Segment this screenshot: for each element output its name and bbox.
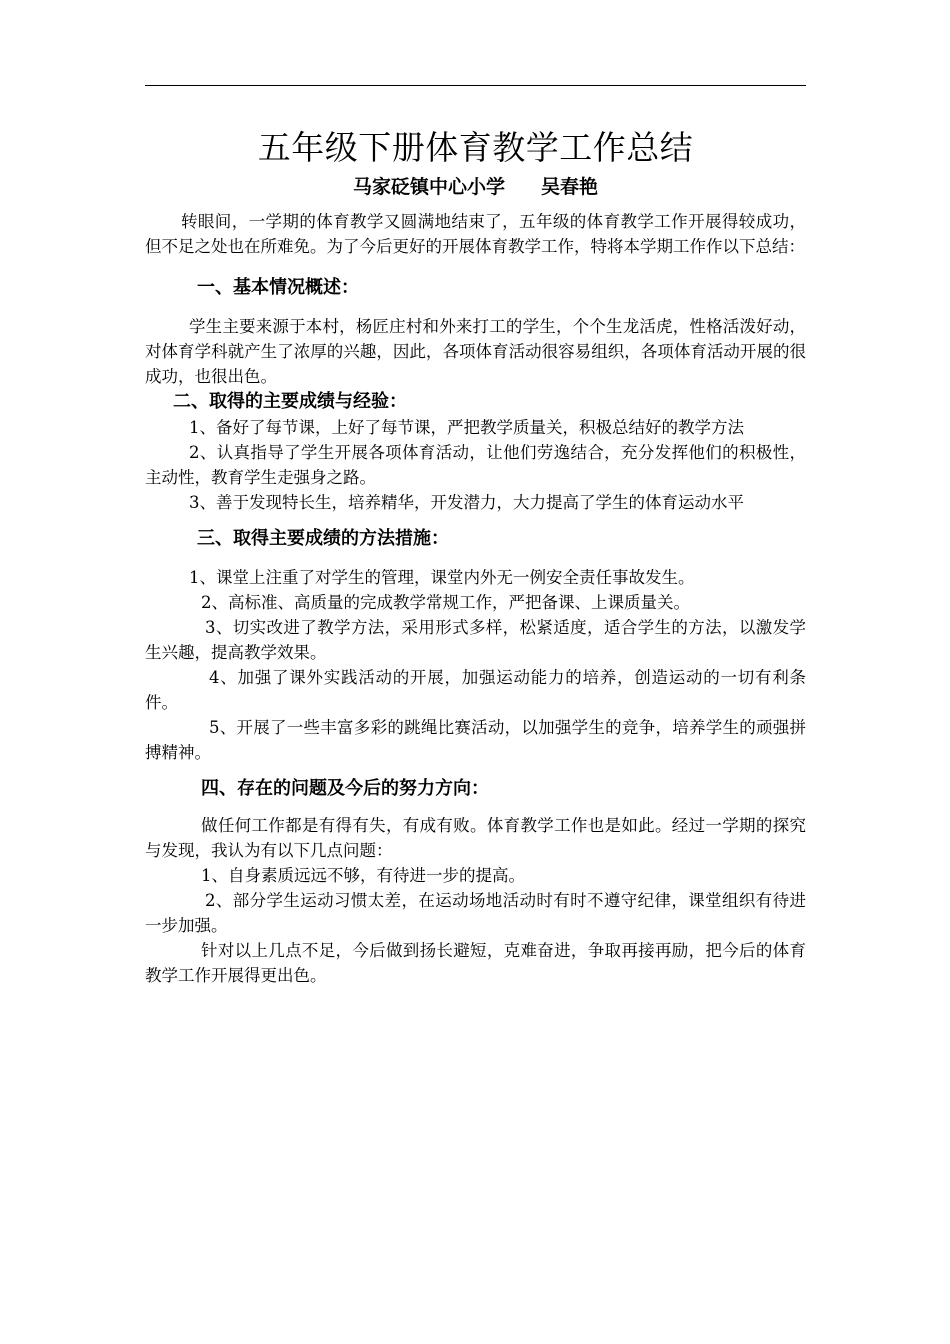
author-line — [145, 172, 806, 202]
header-rule — [145, 85, 806, 86]
school-name: 马家砭镇中心小学 — [352, 176, 505, 198]
section4-item-2: 2、部分学生运动习惯太差，在运动场地活动时有时不遵守纪律，课堂组织有待进一步加强。 — [145, 891, 806, 935]
author-name: 吴春艳 — [541, 176, 599, 198]
section1-paragraph: 学生主要来源于本村，杨匠庄村和外来打工的学生，个个生龙活虎，性格活泼好动，对体育学科就产生了浓厚的兴趣，因此，各项体育活动很容易组织，各项体育活动开展的很成功，也很出色。 — [145, 317, 806, 386]
section2-item-2: 2、认真指导了学生开展各项体育活动，让他们劳逸结合，充分发挥他们的积极性，主动性，教育学生走强身之路。 — [145, 443, 806, 487]
section-heading-2: 二、取得的主要成绩与经验： — [173, 391, 407, 412]
section3-item-1: 1、课堂上注重了对学生的管理，课堂内外无一例安全责任事故发生。 — [189, 568, 695, 587]
document-body — [145, 209, 806, 988]
section2-item-1: 1、备好了每节课，上好了每节课，严把教学质量关，积极总结好的教学方法 — [189, 418, 744, 437]
section3-item-2: 2、高标准、高质量的完成教学常规工作，严把备课、上课质量关。 — [201, 593, 690, 612]
section3-item-4: 4、加强了课外实践活动的开展，加强运动能力的培养，创造运动的一切有利条件。 — [145, 668, 806, 712]
section2-item-3: 3、善于发现特长生，培养精华，开发潜力，大力提高了学生的体育运动水平 — [189, 493, 744, 512]
section-heading-1: 一、基本情况概述： — [197, 277, 359, 298]
section-heading-4: 四、存在的问题及今后的努力方向： — [201, 778, 489, 799]
section3-item-3: 3、切实改进了教学方法，采用形式多样，松紧适度，适合学生的方法，以激发学生兴趣，提高教学效果。 — [145, 618, 806, 662]
section4-closing: 针对以上几点不足，今后做到扬长避短，克难奋进，争取再接再励，把今后的体育教学工作开展得更出色。 — [145, 941, 806, 985]
section3-item-5: 5、开展了一些丰富多彩的跳绳比赛活动，以加强学生的竞争，培养学生的顽强拼搏精神。 — [145, 718, 806, 762]
section4-item-1: 1、自身素质远远不够，有待进一步的提高。 — [201, 866, 525, 885]
section4-intro: 做任何工作都是有得有失，有成有败。体育教学工作也是如此。经过一学期的探究与发现，我认为有以下几点问题： — [145, 816, 806, 860]
document-title: 五年级下册体育教学工作总结 — [257, 128, 694, 167]
intro-paragraph: 转眼间，一学期的体育教学又圆满地结束了，五年级的体育教学工作开展得较成功，但不足之处也在所难免。为了今后更好的开展体育教学工作，特将本学期工作作以下总结： — [145, 212, 806, 256]
section-heading-3: 三、取得主要成绩的方法措施： — [197, 528, 449, 549]
